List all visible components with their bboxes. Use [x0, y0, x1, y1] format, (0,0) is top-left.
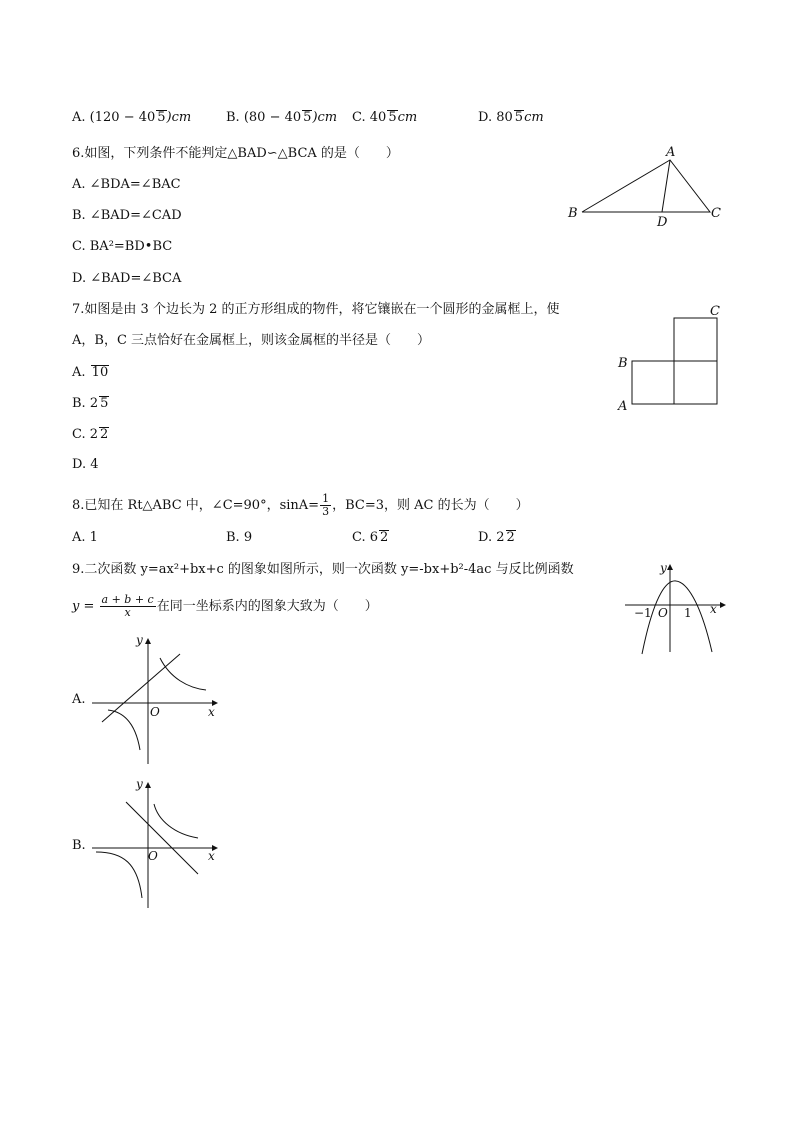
q9-option-b-label: B.: [72, 838, 86, 853]
q6-label-b: B: [568, 206, 578, 221]
q9-a-label-x: x: [208, 705, 215, 719]
q7-label-a: A: [618, 399, 628, 414]
q9-parabola-figure: [620, 560, 730, 655]
q8-option-d: D. 2 2: [478, 530, 515, 545]
q6-triangle-figure: [560, 140, 740, 235]
q9-option-a-label: A.: [72, 692, 86, 707]
q9-fig-label-y: y: [660, 561, 667, 575]
q7-label-c: C: [710, 304, 720, 319]
q9-option-a-graph: [88, 630, 223, 770]
q6-stem: 6.如图，下列条件不能判定△BAD∽△BCA 的是（ ）: [72, 146, 399, 161]
q6-option-d: D. ∠BAD=∠BCA: [72, 271, 182, 286]
q7-squares-figure: [612, 300, 732, 420]
q9-fig-label-1: 1: [684, 606, 692, 620]
q7-option-a: A. 10: [72, 365, 109, 380]
q9-b-label-x: x: [208, 849, 215, 863]
q5-option-d: D. 80 5cm: [478, 110, 544, 125]
q9-stem-line1: 9.二次函数 y=ax²+bx+c 的图象如图所示，则一次函数 y=-bx+b²-4ac 与反比例函数: [72, 562, 574, 577]
q9-b-label-y: y: [136, 777, 143, 791]
q7-option-b: B. 2 5: [72, 396, 109, 411]
q7-option-d: D. 4: [72, 457, 99, 472]
q9-a-label-y: y: [136, 633, 143, 647]
q6-label-c: C: [711, 206, 721, 221]
q8-option-a: A. 1: [72, 530, 98, 545]
q9-fig-label-x: x: [710, 602, 717, 616]
q9-option-b-graph: [88, 774, 223, 914]
q5-option-a: A. (120 − 40 5)cm: [72, 110, 192, 125]
q7-stem-line1: 7.如图是由 3 个边长为 2 的正方形组成的物件，将它镶嵌在一个圆形的金属框上，使: [72, 302, 560, 317]
q9-stem-line2: y = $\frac{a + b + c}{x}$ 在同一坐标系内的图象大致为（ ）: [72, 593, 378, 619]
q6-option-b: B. ∠BAD=∠CAD: [72, 208, 182, 223]
q6-option-a: A. ∠BDA=∠BAC: [72, 177, 181, 192]
q9-fig-label-o: O: [658, 606, 668, 620]
q9-fig-label-neg1: −1: [634, 606, 652, 620]
q7-stem-line2: A，B，C 三点恰好在金属框上，则该金属框的半径是（ ）: [72, 333, 431, 348]
q7-option-c: C. 2 2: [72, 427, 109, 442]
q8-option-b: B. 9: [226, 530, 253, 545]
q9-a-label-o: O: [150, 705, 160, 719]
q5-option-b: B. (80 − 40 5)cm: [226, 110, 338, 125]
q6-label-a: A: [666, 145, 676, 160]
q6-label-d: D: [657, 215, 668, 230]
q7-label-b: B: [618, 356, 628, 371]
q5-option-c: C. 40 5cm: [352, 110, 418, 125]
q8-stem: 8.已知在 Rt△ABC 中，∠C=90°，sinA= $\frac{1}{3}$ ，BC=3，则 AC 的长为（ ）: [72, 492, 529, 518]
q9-b-label-o: O: [148, 849, 158, 863]
q8-option-c: C. 6 2: [352, 530, 389, 545]
q6-option-c: C. BA²=BD•BC: [72, 239, 173, 254]
